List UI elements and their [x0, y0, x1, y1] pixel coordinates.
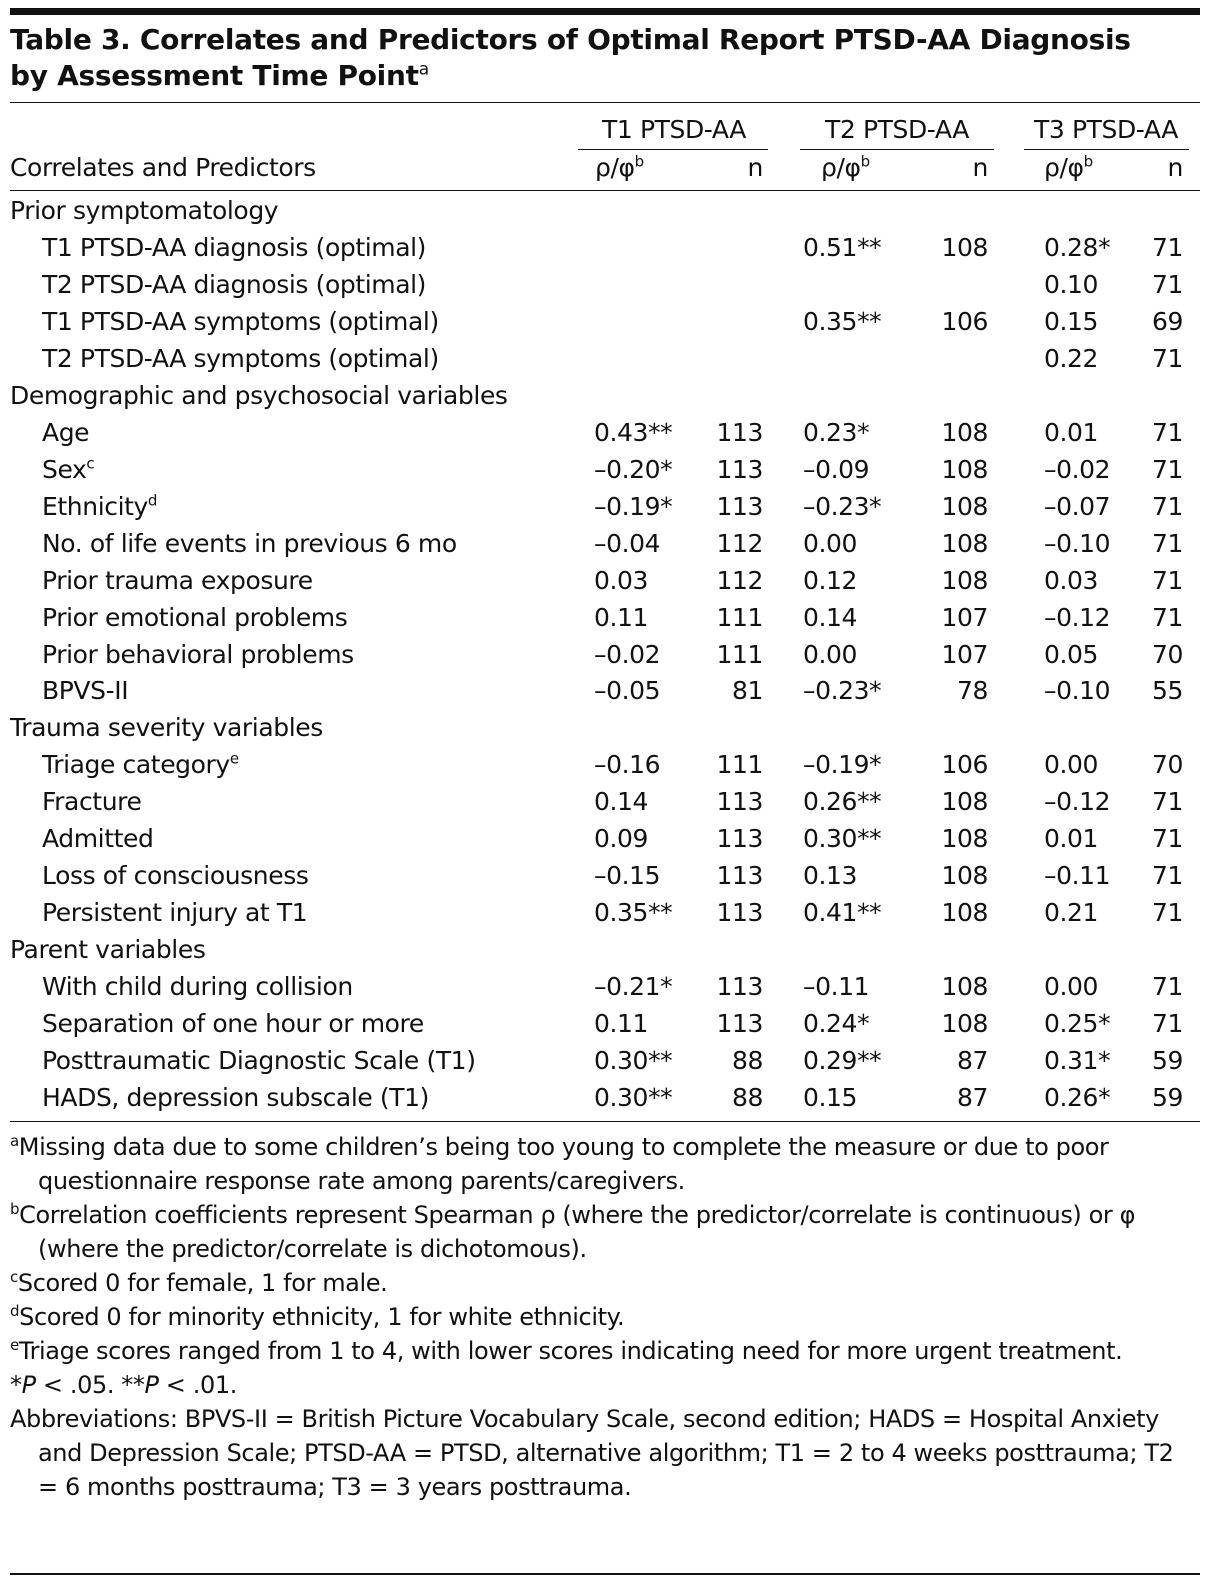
group-header-t3: T3 PTSD-AA — [1034, 115, 1178, 144]
row-label — [42, 267, 426, 303]
cell-n-t2: 108 — [941, 232, 988, 262]
sig-p1-prefix: * — [10, 1371, 22, 1399]
cell-coef-t3: 0.00 — [1044, 972, 1099, 1002]
group-header-t1: T1 PTSD-AA — [602, 115, 746, 144]
footnote-b — [10, 1198, 1200, 1266]
row-label — [42, 784, 141, 820]
cell-coef-t2: 0.41** — [803, 898, 882, 928]
cell-coef-t2: 0.51** — [803, 232, 882, 262]
n-header-t2: n — [972, 153, 988, 182]
section-heading — [10, 710, 323, 746]
cell-n-t3: 71 — [1151, 861, 1183, 891]
footnote-abbreviations: Abbreviations: BPVS-II = British Picture Vocabulary Scale, second edition; HADS = Hospital Anxiety and Depression Scale; PTSD-AA = PTSD, alternative algorithm; T1 = 2 to 4 weeks posttrauma; T2 = 6 months posttrauma; T3 = 3 years posttrauma. — [10, 1405, 1174, 1501]
row-label — [42, 1080, 429, 1116]
cell-n-t3: 55 — [1151, 676, 1183, 706]
cell-n-t3: 59 — [1151, 1046, 1183, 1076]
row-label — [42, 1043, 476, 1079]
coef-header-t3-mark: b — [1083, 152, 1093, 171]
cell-n-t3: 71 — [1151, 528, 1183, 558]
cell-coef-t3: 0.26* — [1044, 1083, 1111, 1113]
cell-n-t2: 108 — [941, 861, 988, 891]
cell-n-t1: 111 — [716, 639, 763, 669]
cell-n-t1: 113 — [716, 898, 763, 928]
cell-coef-t1: –0.02 — [594, 639, 661, 669]
footnote-c-mark: c — [10, 1268, 18, 1286]
row-label-text: Admitted — [42, 824, 154, 854]
coef-header-t1 — [595, 150, 644, 186]
cell-n-t3: 71 — [1151, 454, 1183, 484]
footnote-e-mark: e — [10, 1336, 19, 1354]
cell-n-t2: 107 — [941, 602, 988, 632]
header-bottom-rule — [10, 190, 1200, 191]
row-label-footnote-mark: e — [229, 750, 239, 769]
cell-n-t1: 113 — [716, 861, 763, 891]
row-label — [42, 563, 313, 599]
row-label-text: With child during collision — [42, 972, 353, 1002]
cell-coef-t1: 0.30** — [594, 1083, 673, 1113]
cell-n-t1: 113 — [716, 454, 763, 484]
coef-header-t1-mark: b — [634, 152, 644, 171]
cell-n-t1: 88 — [731, 1083, 763, 1113]
cell-n-t2: 108 — [941, 528, 988, 558]
cell-n-t3: 71 — [1151, 417, 1183, 447]
row-label-text: T2 PTSD-AA diagnosis (optimal) — [42, 269, 427, 299]
table-title-line-1: Table 3. Correlates and Predictors of Optimal Report PTSD-AA Diagnosis — [10, 23, 1131, 56]
cell-n-t3: 71 — [1151, 602, 1183, 632]
cell-coef-t1: –0.21* — [594, 972, 673, 1002]
cell-n-t1: 113 — [716, 1009, 763, 1039]
cell-coef-t1: 0.11 — [594, 1009, 649, 1039]
cell-coef-t3: 0.05 — [1044, 639, 1099, 669]
cell-coef-t2: 0.15 — [803, 1083, 858, 1113]
cell-n-t2: 108 — [941, 565, 988, 595]
cell-coef-t3: –0.10 — [1044, 676, 1111, 706]
cell-n-t2: 78 — [956, 676, 988, 706]
cell-coef-t2: 0.30** — [803, 824, 882, 854]
cell-n-t3: 59 — [1151, 1083, 1183, 1113]
cell-n-t3: 71 — [1151, 1009, 1183, 1039]
footnote-a-text: Missing data due to some children’s being too young to complete the measure or due to poor questionnaire response rate among parents/caregivers. — [18, 1133, 1109, 1195]
row-label — [42, 489, 157, 525]
cell-coef-t2: 0.13 — [803, 861, 858, 891]
cell-coef-t3: 0.01 — [1044, 824, 1099, 854]
cell-n-t1: 81 — [731, 676, 763, 706]
cell-n-t1: 113 — [716, 972, 763, 1002]
sig-p1-value: < .05. — [35, 1371, 122, 1399]
cell-coef-t2: –0.11 — [803, 972, 870, 1002]
row-label-text: T1 PTSD-AA diagnosis (optimal) — [42, 232, 427, 262]
cell-n-t3: 71 — [1151, 491, 1183, 521]
row-label-text: Persistent injury at T1 — [42, 898, 308, 928]
cell-coef-t1: 0.30** — [594, 1046, 673, 1076]
cell-n-t1: 113 — [716, 824, 763, 854]
cell-coef-t3: –0.07 — [1044, 491, 1111, 521]
row-label-text: Prior symptomatology — [10, 196, 279, 225]
row-label-text: Prior trauma exposure — [42, 565, 313, 595]
cell-n-t1: 112 — [716, 528, 763, 558]
n-header-t3: n — [1167, 153, 1183, 182]
sig-p2-italic: P — [144, 1371, 159, 1399]
cell-coef-t3: –0.02 — [1044, 454, 1111, 484]
cell-coef-t3: 0.03 — [1044, 565, 1099, 595]
cell-coef-t3: 0.00 — [1044, 750, 1099, 780]
section-heading — [10, 193, 278, 229]
cell-coef-t1: –0.05 — [594, 676, 661, 706]
footnote-significance — [10, 1368, 1200, 1402]
row-label — [42, 526, 457, 562]
cell-n-t2: 108 — [941, 898, 988, 928]
footnote-d-mark: d — [10, 1302, 20, 1320]
row-label-text: No. of life events in previous 6 mo — [42, 528, 457, 558]
row-label — [42, 895, 307, 931]
coef-header-t2 — [821, 150, 870, 186]
cell-coef-t2: 0.24* — [803, 1009, 870, 1039]
row-label — [42, 1006, 424, 1042]
sig-p2-prefix: ** — [121, 1371, 145, 1399]
cell-coef-t3: –0.11 — [1044, 861, 1111, 891]
row-label-text: BPVS-II — [42, 676, 129, 706]
n-header-t1: n — [747, 153, 763, 182]
cell-coef-t2: 0.29** — [803, 1046, 882, 1076]
cell-n-t3: 71 — [1151, 824, 1183, 854]
footnote-d-text: Scored 0 for minority ethnicity, 1 for white ethnicity. — [19, 1303, 625, 1331]
cell-n-t2: 106 — [941, 306, 988, 336]
table-title — [10, 22, 1200, 94]
cell-coef-t2: 0.23* — [803, 417, 870, 447]
cell-n-t3: 71 — [1151, 898, 1183, 928]
table-title-line-2 — [10, 58, 1200, 94]
cell-n-t1: 88 — [731, 1046, 763, 1076]
row-label-footnote-mark: c — [86, 454, 95, 473]
cell-coef-t1: 0.43** — [594, 417, 673, 447]
footnote-b-text: Correlation coefficients represent Spearman ρ (where the predictor/correlate is continuous) or φ (where the predictor/correlate is dichotomous). — [19, 1201, 1136, 1263]
cell-n-t3: 70 — [1151, 639, 1183, 669]
title-bottom-rule — [10, 102, 1200, 103]
row-label-text: Prior emotional problems — [42, 602, 348, 632]
cell-coef-t1: 0.11 — [594, 602, 649, 632]
row-label — [42, 452, 94, 488]
row-label-text: Parent variables — [10, 935, 206, 965]
row-label — [42, 969, 353, 1005]
cell-coef-t1: –0.15 — [594, 861, 661, 891]
row-label-text: HADS, depression subscale (T1) — [42, 1083, 430, 1113]
cell-n-t1: 112 — [716, 565, 763, 595]
cell-coef-t1: –0.20* — [594, 454, 673, 484]
cell-n-t2: 108 — [941, 454, 988, 484]
row-label — [42, 858, 308, 894]
group-header-t2: T2 PTSD-AA — [825, 115, 969, 144]
cell-n-t3: 71 — [1151, 787, 1183, 817]
footnote-e-text: Triage scores ranged from 1 to 4, with lower scores indicating need for more urgent treatment. — [18, 1337, 1123, 1365]
cell-n-t2: 108 — [941, 787, 988, 817]
cell-n-t1: 113 — [716, 417, 763, 447]
row-label-text: Age — [42, 417, 90, 447]
cell-coef-t2: –0.09 — [803, 454, 870, 484]
cell-n-t2: 108 — [941, 824, 988, 854]
row-label-text: Fracture — [42, 787, 142, 817]
cell-coef-t3: 0.28* — [1044, 232, 1111, 262]
cell-coef-t2: –0.23* — [803, 676, 882, 706]
table-title-line-2-text: by Assessment Time Point — [10, 59, 419, 92]
row-label — [42, 600, 347, 636]
coef-header-t1-text: ρ/φ — [595, 153, 635, 182]
cell-coef-t2: –0.19* — [803, 750, 882, 780]
sig-p1-italic: P — [21, 1371, 36, 1399]
row-label-footnote-mark: d — [147, 491, 158, 510]
top-thick-rule — [10, 8, 1200, 15]
cell-coef-t3: –0.12 — [1044, 602, 1111, 632]
coef-header-t3-text: ρ/φ — [1044, 153, 1084, 182]
row-label — [42, 673, 128, 709]
coef-header-t3 — [1044, 150, 1093, 186]
cell-n-t1: 113 — [716, 787, 763, 817]
row-label-text: Demographic and psychosocial variables — [10, 380, 508, 410]
cell-n-t3: 70 — [1151, 750, 1183, 780]
footnotes-bottom-rule — [10, 1573, 1200, 1575]
row-label — [42, 341, 439, 377]
row-label-text: Loss of consciousness — [42, 861, 309, 891]
cell-n-t2: 108 — [941, 417, 988, 447]
row-label-text: Sex — [42, 454, 87, 484]
row-label — [42, 415, 89, 451]
footnote-b-mark: b — [10, 1200, 20, 1218]
cell-coef-t2: 0.00 — [803, 528, 858, 558]
row-label-text: Prior behavioral problems — [42, 639, 354, 669]
cell-coef-t3: 0.15 — [1044, 306, 1099, 336]
row-label-text: Ethnicity — [42, 491, 148, 521]
sig-p2-value: < .01. — [158, 1371, 237, 1399]
cell-n-t2: 107 — [941, 639, 988, 669]
cell-coef-t1: 0.09 — [594, 824, 649, 854]
cell-coef-t1: 0.35** — [594, 898, 673, 928]
table-bottom-rule — [10, 1121, 1200, 1122]
row-label — [42, 821, 154, 857]
cell-n-t2: 87 — [956, 1083, 988, 1113]
cell-coef-t3: 0.21 — [1044, 898, 1099, 928]
cell-n-t2: 87 — [956, 1046, 988, 1076]
cell-n-t1: 111 — [716, 750, 763, 780]
footnote-c-text: Scored 0 for female, 1 for male. — [17, 1269, 388, 1297]
cell-coef-t2: 0.26** — [803, 787, 882, 817]
cell-coef-t3: 0.31* — [1044, 1046, 1111, 1076]
cell-n-t3: 71 — [1151, 343, 1183, 373]
section-heading — [10, 932, 205, 968]
cell-coef-t3: 0.01 — [1044, 417, 1099, 447]
cell-n-t1: 111 — [716, 602, 763, 632]
cell-n-t3: 71 — [1151, 232, 1183, 262]
cell-coef-t2: 0.00 — [803, 639, 858, 669]
cell-coef-t3: 0.22 — [1044, 343, 1099, 373]
row-label — [42, 747, 239, 783]
row-label-text: Trauma severity variables — [10, 713, 323, 743]
cell-coef-t2: –0.23* — [803, 491, 882, 521]
row-label — [42, 637, 354, 673]
row-label-header: Correlates and Predictors — [10, 153, 316, 182]
table-title-footnote-mark: a — [418, 59, 429, 80]
cell-n-t2: 108 — [941, 1009, 988, 1039]
cell-coef-t1: 0.03 — [594, 565, 649, 595]
row-label-text: T2 PTSD-AA symptoms (optimal) — [42, 343, 439, 373]
row-label — [42, 304, 439, 340]
coef-header-t2-mark: b — [860, 152, 870, 171]
cell-coef-t2: 0.12 — [803, 565, 858, 595]
section-heading — [10, 378, 508, 414]
cell-n-t3: 71 — [1151, 972, 1183, 1002]
cell-coef-t1: –0.19* — [594, 491, 673, 521]
cell-coef-t2: 0.35** — [803, 306, 882, 336]
footnote-d — [10, 1300, 1200, 1334]
cell-coef-t3: 0.25* — [1044, 1009, 1111, 1039]
cell-n-t3: 71 — [1151, 269, 1183, 299]
cell-coef-t3: 0.10 — [1044, 269, 1099, 299]
row-label-text: Triage category — [42, 750, 230, 780]
cell-n-t2: 108 — [941, 491, 988, 521]
cell-coef-t1: 0.14 — [594, 787, 649, 817]
cell-n-t2: 106 — [941, 750, 988, 780]
footnote-e — [10, 1334, 1200, 1368]
cell-coef-t2: 0.14 — [803, 602, 858, 632]
cell-n-t3: 71 — [1151, 565, 1183, 595]
footnote-c — [10, 1266, 1200, 1300]
footnote-a — [10, 1130, 1200, 1198]
row-label — [42, 230, 426, 266]
footnotes — [10, 1130, 1200, 1504]
cell-coef-t3: –0.12 — [1044, 787, 1111, 817]
cell-coef-t1: –0.16 — [594, 750, 661, 780]
cell-n-t1: 113 — [716, 491, 763, 521]
cell-n-t2: 108 — [941, 972, 988, 1002]
cell-n-t3: 69 — [1151, 306, 1183, 336]
footnote-a-mark: a — [10, 1132, 19, 1150]
row-label-text: T1 PTSD-AA symptoms (optimal) — [42, 306, 439, 336]
cell-coef-t1: –0.04 — [594, 528, 661, 558]
coef-header-t2-text: ρ/φ — [821, 153, 861, 182]
row-label-text: Posttraumatic Diagnostic Scale (T1) — [42, 1046, 476, 1076]
cell-coef-t3: –0.10 — [1044, 528, 1111, 558]
row-label-text: Separation of one hour or more — [42, 1009, 424, 1039]
